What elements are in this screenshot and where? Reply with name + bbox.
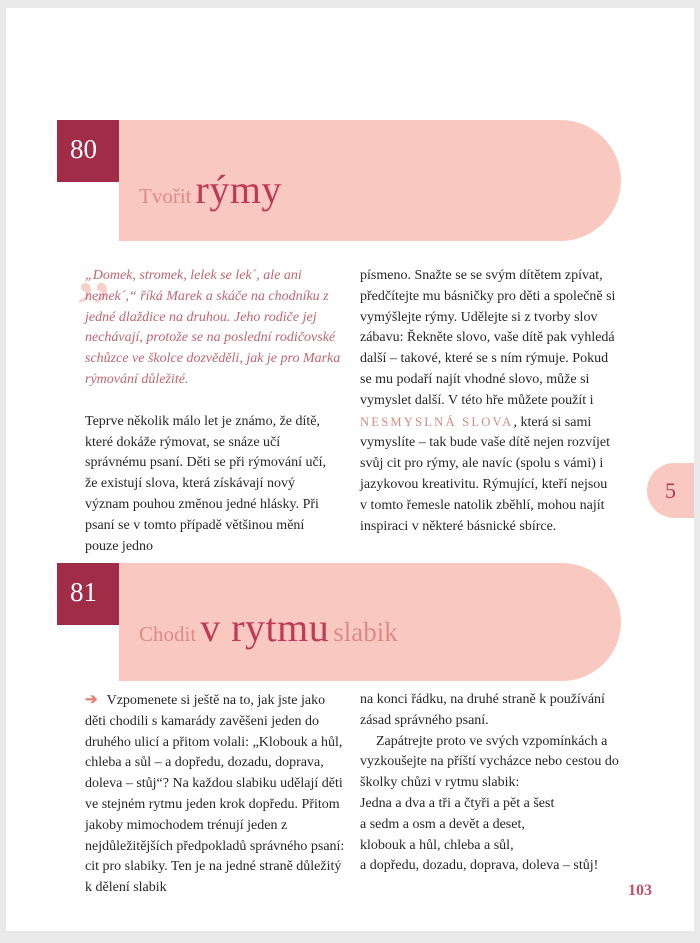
- section-80-right-text-2: , která si sami vymyslíte – tak bude vaše dítě nejen rozvíjet svůj cit pro rýmy, ale navíc (spolu s vámi) i jazykovou kreativitu. Rýmující, kteří nejsou v tomto řemesle natolik zběhlí, mohou najít inspiraci v některé básnické sbírce.: [360, 414, 610, 534]
- section-81-rhyme: [360, 794, 620, 877]
- rhyme-line: a sedm a osm a devět a deset,: [360, 816, 525, 832]
- section-81-left-paragraph: [85, 690, 345, 899]
- section-80-banner: [119, 120, 621, 241]
- rhyme-line: a dopředu, dozadu, doprava, doleva – stůj!: [360, 858, 599, 874]
- decorative-quote-icon: „: [76, 221, 111, 308]
- rhyme-line: klobouk a hůl, chleba a sůl,: [360, 837, 514, 853]
- section-80-right-column: [360, 266, 616, 537]
- section-80-number: 80: [70, 134, 97, 164]
- section-80-left-paragraph: Teprve několik málo let je známo, že dítě, které dokáže rýmovat, se snáze učí správnému psaní. Děti se při rýmování učí, že existují slova, která získávají nový význam pouhou změnou jedné hlásky. Při psaní se v tomto případě většinou mění pouze jedno: [85, 413, 327, 554]
- section-80-left-column: [85, 266, 341, 557]
- section-80-highlight-term: NESMYSLNÁ SLOVA: [360, 414, 514, 429]
- section-81-title: [139, 604, 398, 651]
- section-80-right-paragraph: [360, 266, 616, 537]
- section-81-title-medium: slabik: [333, 617, 398, 647]
- arrow-icon: ➔: [85, 692, 98, 708]
- section-80-title: [139, 166, 282, 213]
- section-80-number-badge: [57, 120, 119, 182]
- page-number: 103: [628, 882, 652, 899]
- section-81-right-paragraph-1: na konci řádku, na druhé straně k používání zásad správného psaní.: [360, 692, 605, 728]
- section-81-right-paragraph-2: Zapátrejte proto ve svých vzpomínkách a vyzkoušejte na příští vycházce nebo cestou do školky chůzi v rytmu slabik:: [360, 733, 619, 791]
- section-81-banner: [119, 563, 621, 681]
- section-81-number: 81: [70, 577, 97, 607]
- section-81-left-text: Vzpomenete si ještě na to, jak jste jako děti chodili s kamarády zavěšeni jeden do druhého ulicí a přitom volali: „Klobouk a hůl, chleba a sůl – a dopředu, dozadu, doprava, doleva – stůj“? Na každou slabiku udělají děti ve stejném rytmu jeden krok dopředu. Přitom jakoby mimochodem trénují jeden z nejdůležitějších předpokladů správného psaní: cit pro slabiky. Ten je na jedné straně důležitý k dělení slabik: [85, 693, 345, 896]
- section-80-intro-quote: „Domek, stromek, lelek se lek´, ale ani nemek´,“ říká Marek a skáče na chodníku z jedné dlaždice na druhou. Jeho rodiče jej nechávají, protože se na poslední rodičovské schůzce ve školce dozvěděli, jak je pro Marka rýmování důležité.: [85, 268, 341, 387]
- section-81-title-large: v rytmu: [200, 605, 330, 650]
- rhyme-line: Jedna a dva a tři a čtyři a pět a šest: [360, 795, 555, 811]
- chapter-tab: [647, 463, 694, 518]
- section-81-number-badge: [57, 563, 119, 625]
- section-81-title-small: Chodit: [139, 622, 197, 646]
- book-page: [6, 8, 694, 931]
- section-81-left-column: [85, 690, 345, 899]
- section-81-right-column: [360, 690, 620, 877]
- section-80-title-large: rýmy: [195, 167, 282, 212]
- section-80-title-small: Tvořit: [139, 184, 192, 208]
- chapter-number: 5: [665, 477, 676, 503]
- section-80-right-text-1: písmeno. Snažte se se svým dítětem zpívat, předčítejte mu básničky pro děti a společně si vymýšlejte rýmy. Udělejte si z tvorby slov zábavu: Řekněte slovo, vaše dítě pak vyhledá další – takové, které se s ním rýmuje. Pokud se mu podaří najít vhodné slovo, může si vymyslet další. V této hře můžete použít i: [360, 268, 616, 408]
